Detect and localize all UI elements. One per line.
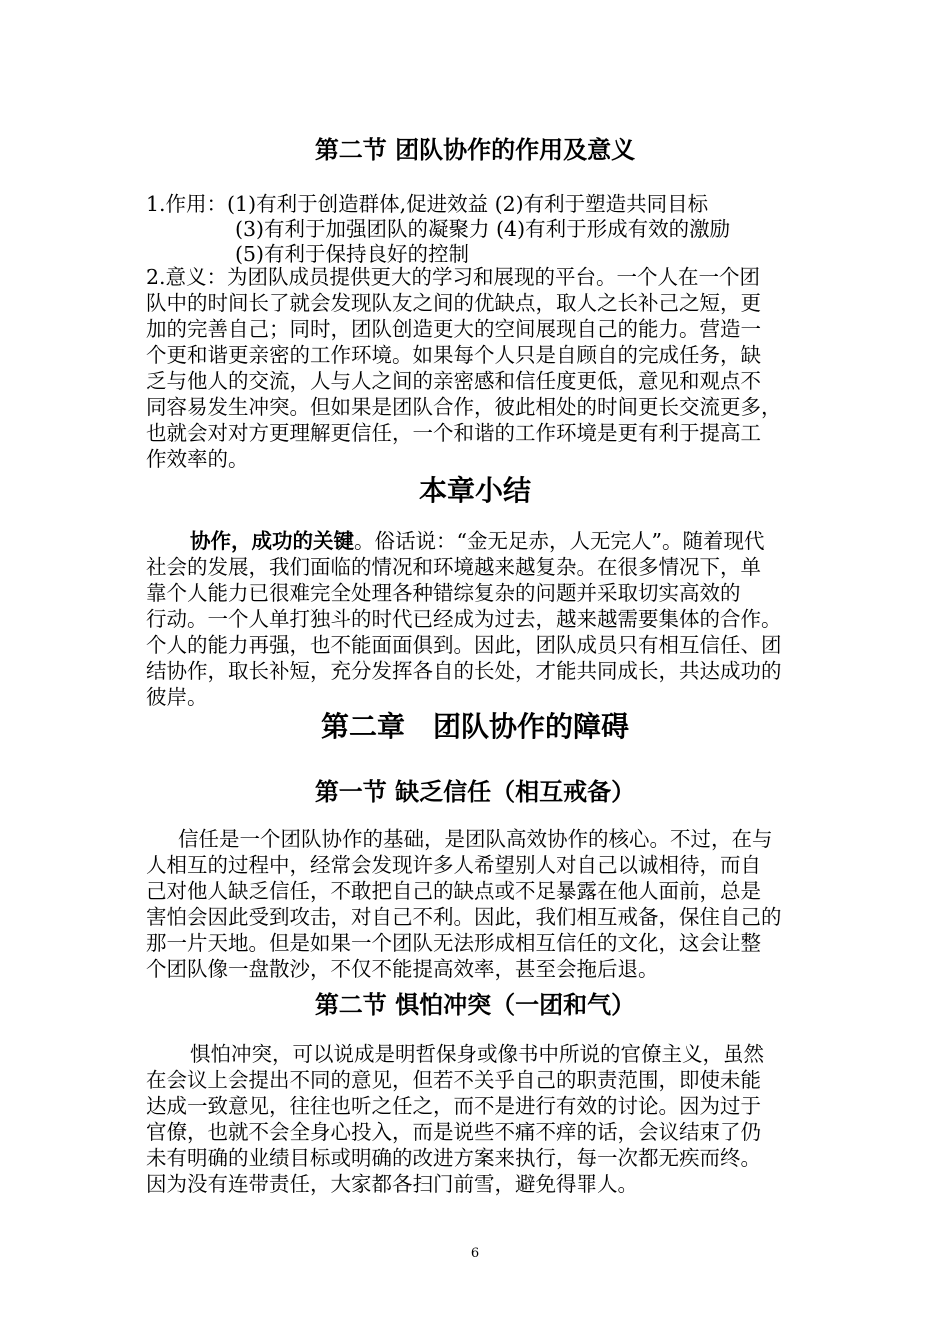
trust-line-1: 信任是一个团队协作的基础，是团队高效协作的核心。不过，在与 (178, 827, 773, 851)
summary-line-4: 行动。一个人单打独斗的时代已经成为过去，越来越需要集体的合作。 (146, 607, 782, 631)
section-heading-trust: 第一节 缺乏信任（相互戒备） (314, 778, 636, 806)
conflict-line-1: 惧怕冲突，可以说成是明哲保身或像书中所说的官僚主义，虽然 (190, 1042, 764, 1066)
summary-lead-line (190, 528, 764, 554)
conflict-line-6: 因为没有连带责任，大家都各扫门前雪，避免得罪人。 (146, 1172, 638, 1196)
chapter-heading: 第二章 团队协作的障碍 (320, 710, 629, 743)
conflict-line-3: 达成一致意见，往往也听之任之，而不是进行有效的讨论。因为过于 (146, 1094, 761, 1118)
trust-line-5: 那一片天地。但是如果一个团队无法形成相互信任的文化，这会让整 (146, 931, 761, 955)
meaning-line-4: 个更和谐更亲密的工作环境。如果每个人只是自顾自的完成任务，缺 (146, 343, 761, 367)
meaning-line-3: 加的完善自己；同时，团队创造更大的空间展现自己的能力。营造一 (146, 317, 761, 341)
summary-line-3: 靠个人能力已很难完全处理各种错综复杂的问题并采取切实高效的 (146, 581, 741, 605)
meaning-line-5: 乏与他人的交流，人与人之间的亲密感和信任度更低，意见和观点不 (146, 369, 761, 393)
meaning-line-7: 也就会对对方更理解更信任，一个和谐的工作环境是更有利于提高工 (146, 421, 761, 445)
page-number: 6 (470, 1246, 480, 1261)
section-heading-conflict: 第二节 惧怕冲突（一团和气） (314, 991, 636, 1019)
meaning-line-6: 同容易发生冲突。但如果是团队合作，彼此相处的时间更长交流更多， (146, 395, 782, 419)
role-line-2: (3)有利于加强团队的凝聚力 (4)有利于形成有效的激励 (235, 217, 731, 241)
trust-line-6: 个团队像一盘散沙，不仅不能提高效率，甚至会拖后退。 (146, 957, 659, 981)
role-line-3: (5)有利于保持良好的控制 (235, 242, 470, 266)
meaning-line-8: 作效率的。 (146, 447, 249, 471)
summary-line-7: 彼岸。 (146, 685, 208, 709)
summary-lead-bold: 协作，成功的关键 (190, 529, 354, 553)
summary-lead-rest: 。俗话说：“金无足赤，人无完人”。随着现代 (354, 529, 765, 553)
trust-line-2: 人相互的过程中，经常会发现许多人希望别人对自己以诚相待，而自 (146, 853, 761, 877)
summary-line-2: 社会的发展，我们面临的情况和环境越来越复杂。在很多情况下，单 (146, 555, 761, 579)
meaning-line-2: 队中的时间长了就会发现队友之间的优缺点，取人之长补己之短，更 (146, 291, 761, 315)
conflict-line-2: 在会议上会提出不同的意见，但若不关乎自己的职责范围，即使未能 (146, 1068, 761, 1092)
conflict-line-5: 未有明确的业绩目标或明确的改进方案来执行，每一次都无疾而终。 (146, 1146, 761, 1170)
role-line-1: 1.作用：(1)有利于创造群体,促进效益 (2)有利于塑造共同目标 (146, 192, 709, 216)
conflict-line-4: 官僚，也就不会全身心投入，而是说些不痛不痒的话，会议结束了仍 (146, 1120, 761, 1144)
trust-line-4: 害怕会因此受到攻击，对自己不利。因此，我们相互戒备，保住自己的 (146, 905, 782, 929)
meaning-line-1: 2.意义：为团队成员提供更大的学习和展现的平台。一个人在一个团 (146, 265, 761, 289)
summary-line-6: 结协作，取长补短，充分发挥各自的长处，才能共同成长，共达成功的 (146, 659, 782, 683)
summary-heading: 本章小结 (418, 474, 531, 507)
trust-line-3: 己对他人缺乏信任，不敢把自己的缺点或不足暴露在他人面前，总是 (146, 879, 761, 903)
section-heading-role: 第二节 团队协作的作用及意义 (314, 136, 636, 164)
summary-line-5: 个人的能力再强，也不能面面俱到。因此，团队成员只有相互信任、团 (146, 633, 782, 657)
